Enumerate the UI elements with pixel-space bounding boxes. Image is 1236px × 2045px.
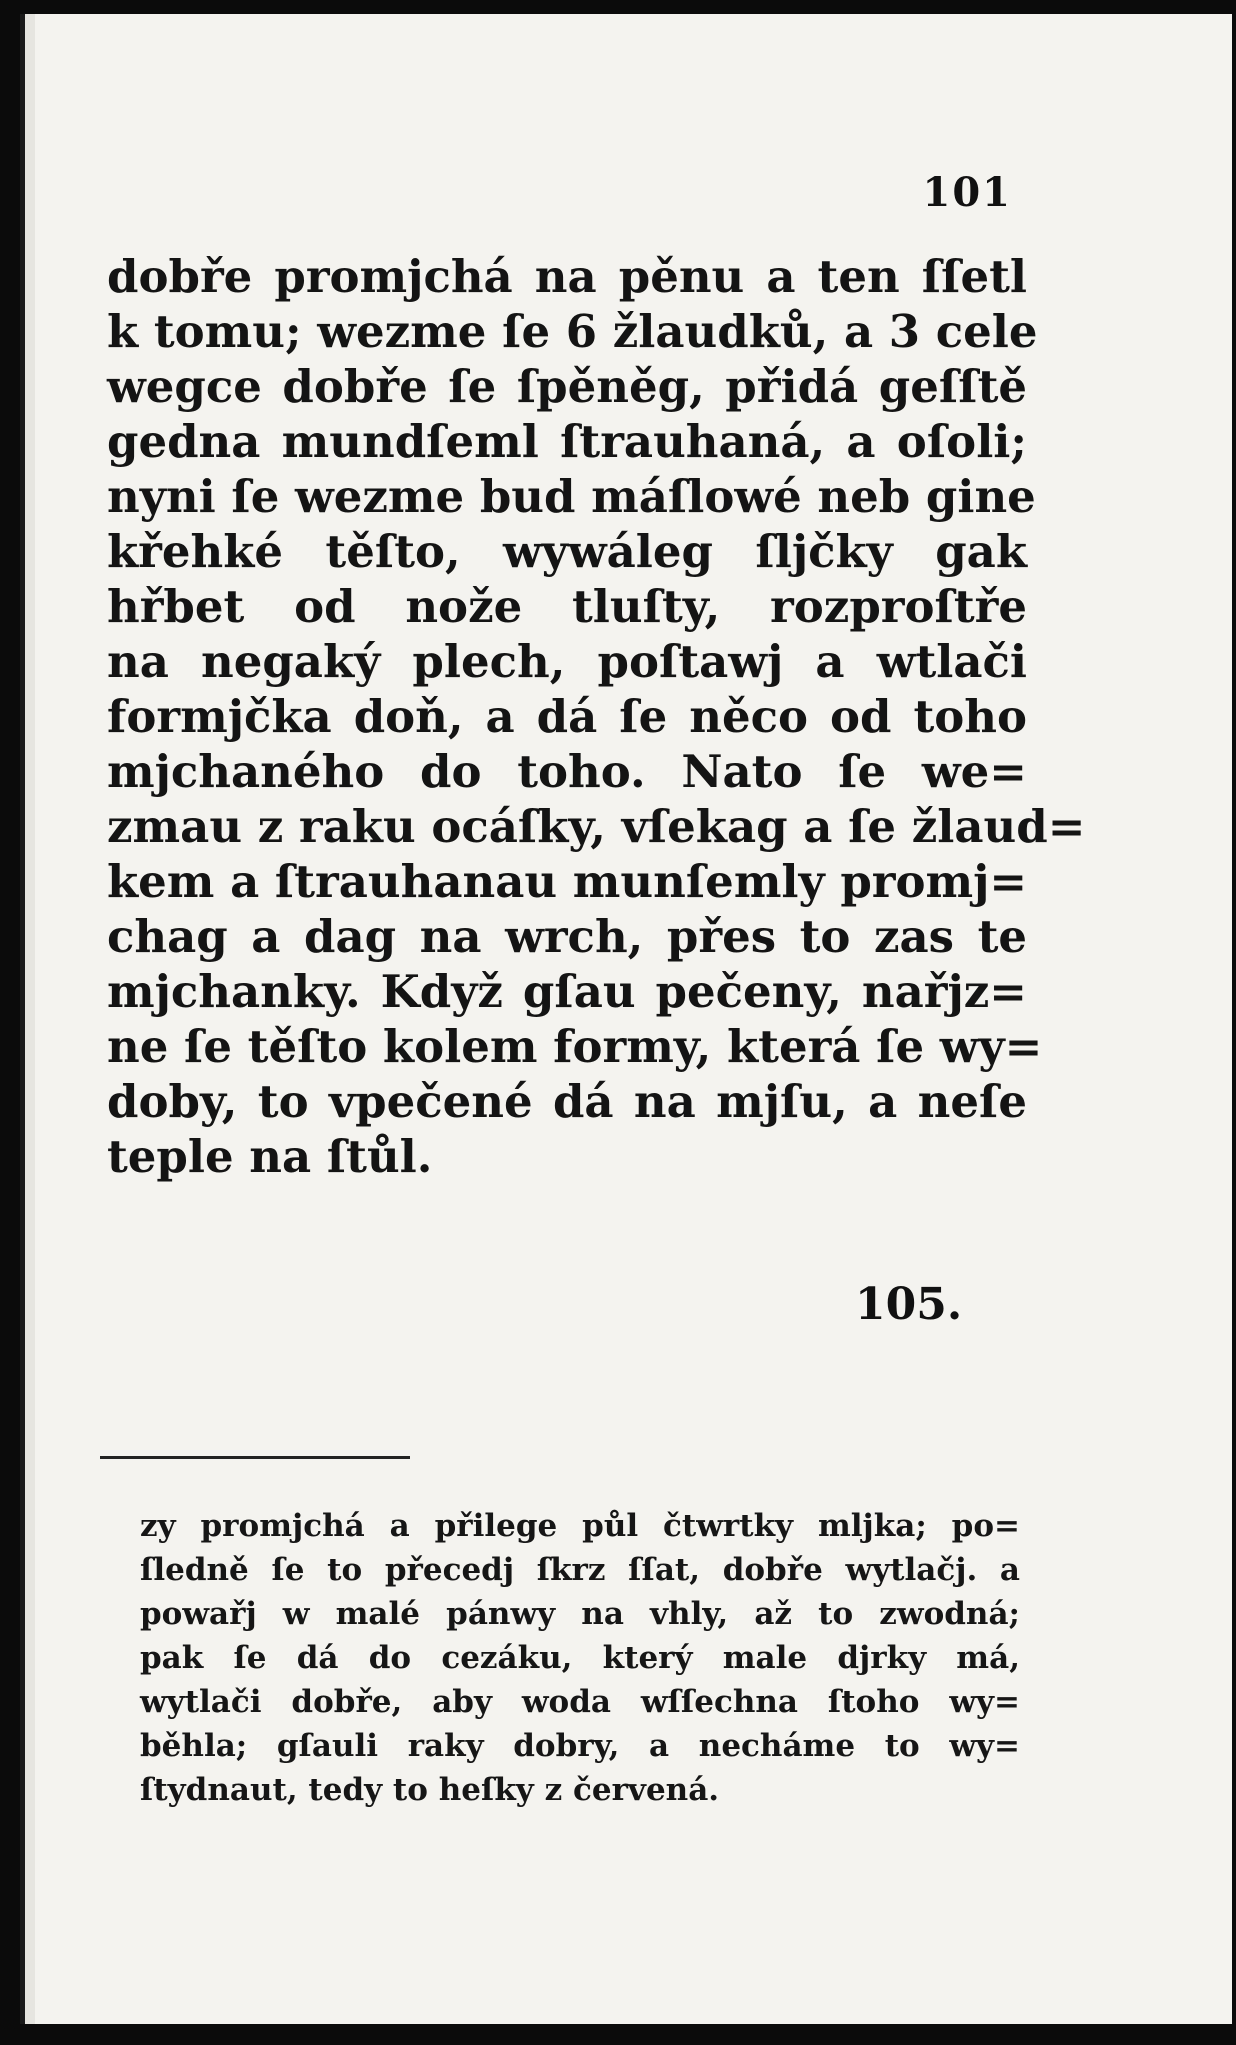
text-line: nyni ſe wezme bud máſlowé neb gine	[107, 470, 1036, 523]
text-line: k tomu; wezme ſe 6 žlaudků, a 3 cele	[107, 305, 1038, 358]
text-line: doby, to vpečené dá na mjſu, a neſe	[107, 1075, 1027, 1128]
text-line: mjchaného do toho. Nato ſe we=	[107, 745, 1027, 798]
text-line: formjčka doň, a dá ſe něco od toho	[107, 690, 1027, 743]
text-line: na negaký plech, poſtawj a wtlači	[107, 635, 1027, 688]
text-line: zmau z raku ocáſky, vſekag a ſe žlaud=	[107, 800, 1086, 853]
recipe-text	[107, 249, 1086, 1184]
text-line: dobře promjchá na pěnu a ten ſſetl	[107, 250, 1027, 303]
text-line: wegce dobře ſe ſpěněg, přidá geſſtě	[107, 360, 1027, 413]
text-line: kem a ſtrauhanau munſemly promj=	[107, 855, 1028, 908]
text-line: teple na ſtůl.	[107, 1130, 433, 1183]
footnote-line: powařj w malé pánwy na vhly, až to zwodná;	[140, 1596, 1020, 1632]
footnote-divider	[100, 1456, 410, 1459]
footnote-line: zy promjchá a přilege půl čtwrtky mljka; po=	[140, 1508, 1020, 1544]
text-line: chag a dag na wrch, přes to zas te	[107, 910, 1027, 963]
footnote-line: wytlači dobře, aby woda wſſechna ſtoho wy=	[140, 1684, 1020, 1720]
text-line: hřbet od nože tluſty, rozproſtře	[107, 580, 1027, 633]
recipe-number: 105.	[855, 1279, 963, 1330]
book-page	[20, 14, 1232, 2024]
footnote-line: pak ſe dá do cezáku, který male djrky má,	[140, 1640, 1020, 1676]
footnote-text	[140, 1504, 1020, 1812]
page-number: 101	[922, 169, 1012, 216]
text-line: křehké těſto, wywáleg ſljčky gak	[107, 525, 1027, 578]
text-line: gedna mundſeml ſtrauhaná, a oſoli;	[107, 415, 1027, 468]
page-edge	[25, 14, 35, 2024]
footnote-line: ſtydnaut, tedy to heſky z červená.	[140, 1772, 720, 1808]
text-line: mjchanky. Když gſau pečeny, nařjz=	[107, 965, 1027, 1018]
footnote-line: ſledně ſe to přecedj ſkrz ſſat, dobře wytlačj. a	[140, 1552, 1020, 1588]
footnote-line: běhla; gſauli raky dobry, a necháme to wy=	[140, 1728, 1020, 1764]
text-line: ne ſe těſto kolem formy, která ſe wy=	[107, 1020, 1043, 1073]
